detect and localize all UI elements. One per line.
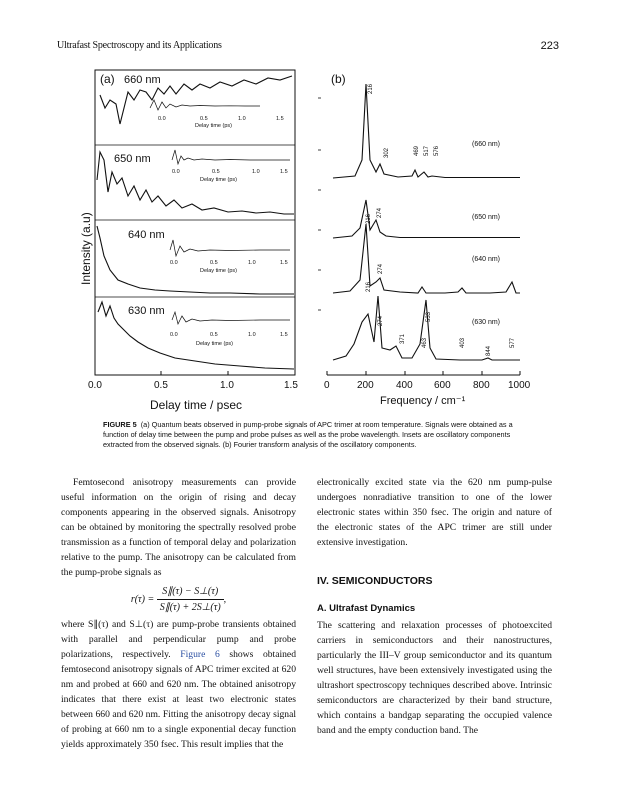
inset-trace: [172, 312, 290, 324]
x-tick-label: 1000: [508, 380, 531, 391]
inset-trace: [170, 240, 290, 256]
peak-label: 517: [424, 145, 430, 156]
panel-a-frame: [95, 70, 295, 375]
paragraph: electronically excited state via the 620 nm pump-pulse undergoes nonradiative transition to one of the lower electronic states within 350 fsec. The origin and nature of the electronic states of the APC trimer are still under extensive investigation.: [317, 477, 552, 548]
inset-trace: [172, 150, 290, 164]
peak-label: 463: [422, 337, 428, 348]
signal-trace: [97, 226, 294, 294]
peak-label: 274: [378, 315, 384, 326]
x-axis-label: Frequency / cm⁻¹: [380, 395, 466, 407]
inset-tick: 0.5: [212, 169, 220, 175]
inset-tick: 0.0: [170, 332, 178, 338]
paragraph-text: where S∥(τ) and S⊥(τ) are pump-probe transients obtained with parallel and perpendicular pump and probe polarizations, respectively.: [61, 619, 296, 660]
peak-label: 216: [368, 83, 374, 94]
inset-tick: 1.0: [248, 260, 256, 266]
x-tick-label: 0.0: [88, 380, 102, 391]
inset-tick: 0.0: [172, 169, 180, 175]
inset-tick: 1.5: [280, 332, 288, 338]
trace-label: (630 nm): [472, 319, 501, 326]
ft-trace: [333, 84, 520, 178]
equation-fraction: [157, 584, 224, 615]
peak-label: 576: [434, 145, 440, 156]
equation-denominator: S∥(τ) + 2S⊥(τ): [159, 602, 221, 613]
subsection-heading: A. Ultrafast Dynamics: [317, 603, 416, 614]
peak-label: 577: [510, 337, 516, 348]
trace-label: (650 nm): [472, 214, 501, 221]
anisotropy-equation: [61, 584, 296, 615]
paragraph: The scattering and relaxation processes of photoexcited carriers in semiconductors and their nanostructures, particularly the III–V group semiconductor and its quantum well structures, have been extensively investigated using the ultrashort spectroscopy techniques described above. Intrinsic semiconductors are characterized by their band structure, which contains a bandgap separating the occupied valence band and the empty conduction band. The: [317, 620, 552, 736]
figure-6-link[interactable]: Figure 6: [180, 649, 220, 660]
wavelength-label: 640 nm: [128, 229, 165, 241]
x-tick-label: 400: [396, 380, 413, 391]
inset-tick: 0.5: [200, 116, 208, 122]
peak-label: 371: [400, 333, 406, 344]
x-tick-label: 800: [473, 380, 490, 391]
panel-b-label: (b): [331, 72, 346, 86]
inset-tick: 0.5: [210, 260, 218, 266]
inset-tick: 1.5: [280, 260, 288, 266]
caption-text: (a) Quantum beats observed in pump-probe signals of APC trimer at room temperature. Signals were obtained as a function of delay time between the pump and probe pulses as well as the probe wavelength. Insets are oscillatory components extracted from the observed signals. (b) Fourier transform analysis of the oscillatory components.: [103, 420, 513, 449]
inset-xlabel: Delay time (ps): [200, 268, 237, 274]
page-number: 223: [540, 40, 559, 52]
inset-tick: 1.0: [248, 332, 256, 338]
inset-tick: 1.5: [280, 169, 288, 175]
figure-caption: [103, 420, 523, 450]
x-axis-label: Delay time / psec: [150, 398, 243, 412]
peak-label: 274: [378, 263, 384, 274]
inset-xlabel: Delay time (ps): [200, 177, 237, 183]
peak-label: 844: [486, 345, 492, 356]
wavelength-label: 650 nm: [114, 153, 151, 165]
right-column: [317, 475, 552, 738]
equation-numerator: S∥(τ) − S⊥(τ): [157, 584, 224, 600]
paragraph: Femtosecond anisotropy measurements can provide useful information on the origin of rising and decay components appearing in the observed signals. Anisotropy can be obtained by monitoring the spectrally resolved probe transmission as a function of temporal delay and polarization relative to the pump. The anisotropy can be calculated from the pump-probe signals as: [61, 477, 296, 578]
inset-tick: 0.0: [158, 116, 166, 122]
peak-label: 533: [426, 311, 432, 322]
x-tick-label: 0: [324, 380, 330, 391]
x-tick-label: 1.0: [220, 380, 234, 391]
caption-label: FIGURE 5: [103, 420, 137, 429]
peak-label: 216: [366, 213, 372, 224]
panel-a: [79, 70, 298, 412]
wavelength-label: 630 nm: [128, 305, 165, 317]
inset-tick: 1.0: [238, 116, 246, 122]
panel-a-label: (a): [100, 72, 115, 86]
x-tick-label: 0.5: [154, 380, 168, 391]
peak-label: 216: [366, 281, 372, 292]
wavelength-label: 660 nm: [124, 74, 161, 86]
equation-tail: ,: [223, 593, 227, 605]
trace-label: (640 nm): [472, 256, 501, 263]
peak-label: 469: [414, 145, 420, 156]
inset-tick: 1.0: [252, 169, 260, 175]
left-column: [61, 475, 296, 752]
x-tick-label: 200: [357, 380, 374, 391]
peak-label: 302: [384, 147, 390, 158]
trace-label: (660 nm): [472, 141, 501, 148]
inset-tick: 0.0: [170, 260, 178, 266]
inset-tick: 1.5: [276, 116, 284, 122]
section-heading: IV. SEMICONDUCTORS: [317, 575, 433, 587]
figure-5: [0, 60, 617, 415]
inset-trace: [150, 100, 260, 110]
inset-xlabel: Delay time (ps): [196, 341, 233, 347]
x-tick-label: 1.5: [284, 380, 298, 391]
inset-xlabel: Delay time (ps): [195, 123, 232, 129]
paragraph-text: shows obtained femtosecond anisotropy signals of APC trimer excited at 620 nm and probed at 660 and 620 nm. The obtained anisotropy indicates that there exist at least two electronic states between 660 and 620 nm. Fitting the anisotropy decay signal of probing at 660 nm to a single exponential decay function yields approximately 350 fsec. This result implies that the: [61, 649, 296, 750]
peak-label: 274: [377, 207, 383, 218]
panel-b: [318, 72, 531, 407]
x-tick-label: 600: [434, 380, 451, 391]
y-axis-label: Intensity (a.u): [79, 212, 93, 285]
inset-tick: 0.5: [210, 332, 218, 338]
running-header: Ultrafast Spectroscopy and its Applications: [57, 40, 222, 51]
peak-label: 403: [460, 337, 466, 348]
paragraph: [61, 617, 296, 752]
equation-lhs: r(τ) =: [130, 593, 155, 605]
